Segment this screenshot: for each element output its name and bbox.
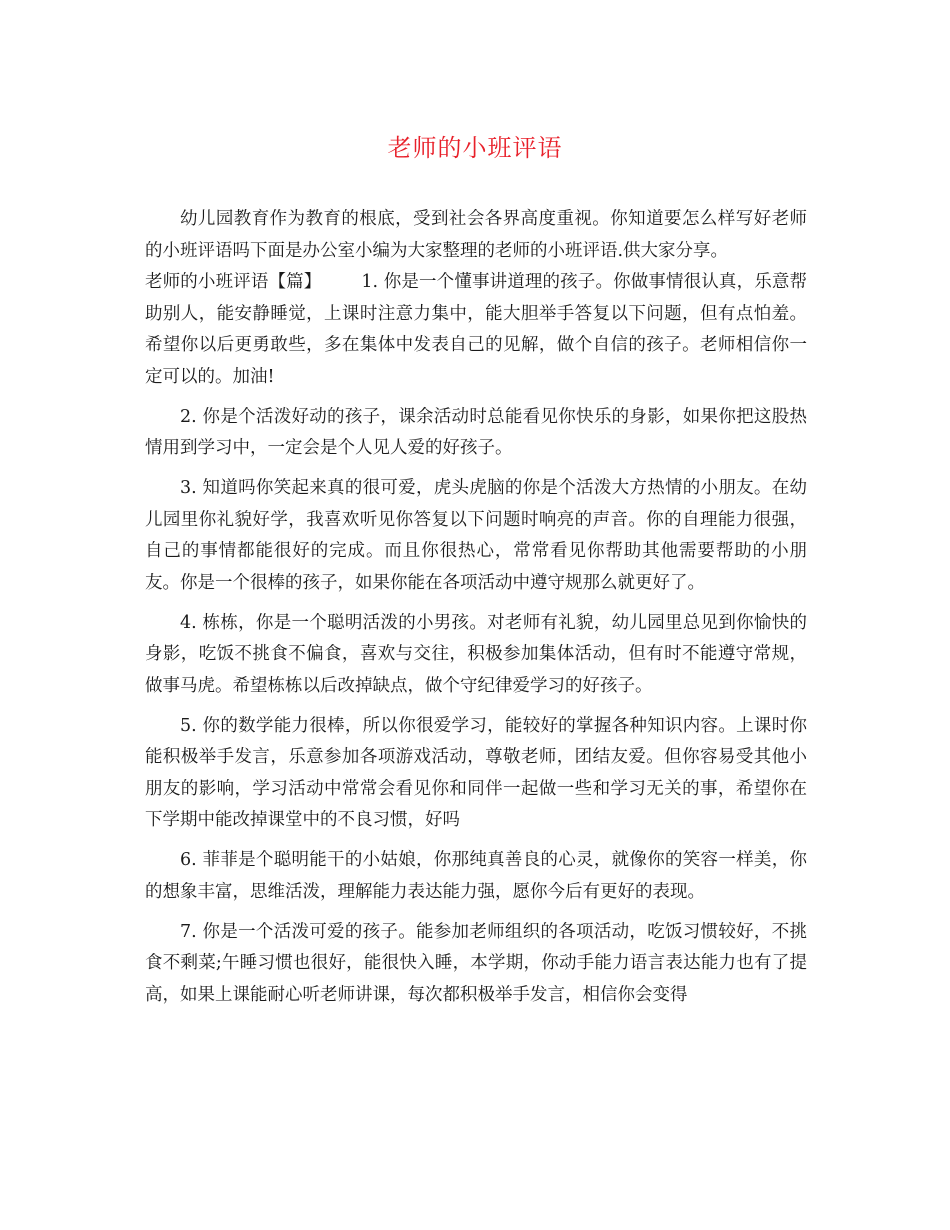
list-item: [145, 402, 807, 465]
comment-text: 3. 知道吗你笑起来真的很可爱，虎头虎脑的你是个活泼大方热情的小朋友。在幼儿园里你礼貌好学，我喜欢听见你答复以下问题时响亮的声音。你的自理能力很强，自己的事情都能很好的完成。而且你很热心，常常看见你帮助其他需要帮助的小朋友。你是一个很棒的孩子，如果你能在各项活动中遵守规那么就更好了。: [145, 478, 807, 593]
document-title: 老师的小班评语: [387, 134, 563, 162]
intro-paragraph: [145, 204, 807, 267]
comment-text: 1. 你是一个懂事讲道理的孩子。你做事情很认真，乐意帮助别人，能安静睡觉，上课时注意力集中，能大胆举手答复以下问题，但有点怕羞。希望你以后更勇敢些，多在集体中发表自己的见解，做个自信的孩子。老师相信你一定可以的。加油!: [145, 272, 808, 387]
comment-text: 2. 你是个活泼好动的孩子，课余活动时总能看见你快乐的身影，如果你把这股热情用到学习中，一定会是个人见人爱的好孩子。: [145, 406, 807, 459]
list-item: [145, 473, 807, 599]
comment-text: 5. 你的数学能力很棒，所以你很爱学习，能较好的掌握各种知识内容。上课时你能积极举手发言，乐意参加各项游戏活动，尊敬老师，团结友爱。但你容易受其他小朋友的影响，学习活动中常常会看见你和同伴一起做一些和学习无关的事，希望你在下学期中能改掉课堂中的不良习惯，好吗: [145, 715, 807, 831]
list-item: [145, 845, 807, 908]
intro-text: 幼儿园教育作为教育的根底，受到社会各界高度重视。你知道要怎么样写好老师的小班评语吗下面是办公室小编为大家整理的老师的小班评语.供大家分享。: [145, 209, 807, 261]
comment-text: 7. 你是一个活泼可爱的孩子。能参加老师组织的各项活动，吃饭习惯较好，不挑食不剩菜;午睡习惯也很好，能很快入睡，本学期，你动手能力语言表达能力也有了提高，如果上课能耐心听老师讲课，每次都积极举手发言，相信你会变得: [145, 921, 807, 1005]
list-item: [145, 608, 807, 703]
section-label: 老师的小班评语【篇】: [145, 272, 322, 293]
list-item: [145, 267, 807, 393]
list-item: [145, 711, 807, 837]
comment-text: 4. 栋栋，你是一个聪明活泼的小男孩。对老师有礼貌，幼儿园里总见到你愉快的身影，吃饭不挑食不偏食，喜欢与交往，积极参加集体活动，但有时不能遵守常规，做事马虎。希望栋栋以后改掉缺点，做个守纪律爱学习的好孩子。: [145, 612, 807, 696]
comment-text: 6. 菲菲是个聪明能干的小姑娘，你那纯真善良的心灵，就像你的笑容一样美，你的想象丰富，思维活泼，理解能力表达能力强，愿你今后有更好的表现。: [145, 850, 807, 902]
document-body: [145, 204, 807, 1020]
list-item: [145, 917, 807, 1012]
